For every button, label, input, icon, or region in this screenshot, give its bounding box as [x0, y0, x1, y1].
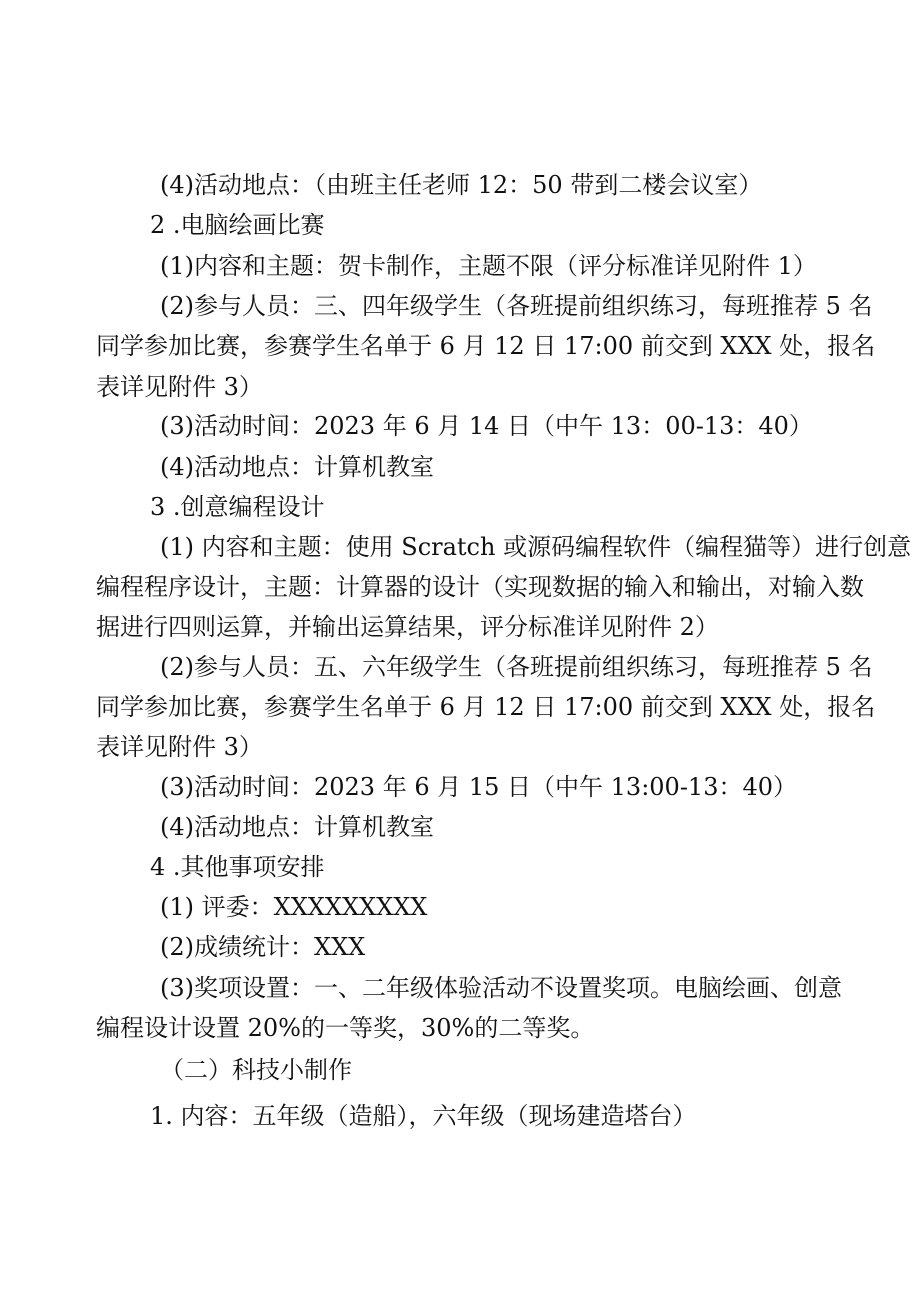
text-line: 据进行四则运算，并输出运算结果，评分标准详见附件 2）: [96, 613, 719, 641]
text-line: (1) 评委：XXXXXXXXX: [160, 893, 428, 921]
text-line: 编程程序设计，主题：计算器的设计（实现数据的输入和输出，对输入数: [96, 573, 864, 601]
text-line: (1)内容和主题：贺卡制作，主题不限（评分标准详见附件 1）: [160, 252, 817, 280]
text-line: 编程设计设置 20%的一等奖，30%的二等奖。: [96, 1014, 595, 1042]
text-line: (3)奖项设置：一、二年级体验活动不设置奖项。电脑绘画、创意: [160, 974, 842, 1002]
section-heading: 2 .电脑绘画比赛: [150, 211, 325, 239]
text-line: (3)活动时间：2023 年 6 月 15 日（中午 13:00-13：40）: [160, 773, 798, 801]
text-line: (1) 内容和主题：使用 Scratch 或源码编程软件（编程猫等）进行创意: [160, 533, 912, 561]
text-line: 表详见附件 3）: [96, 733, 263, 761]
text-line: (2)参与人员：五、六年级学生（各班提前组织练习，每班推荐 5 名: [160, 653, 873, 681]
section-heading: （二）科技小制作: [160, 1056, 352, 1084]
section-heading: 4 .其他事项安排: [150, 853, 325, 881]
text-line: (3)活动时间：2023 年 6 月 14 日（中午 13：00-13：40）: [160, 412, 813, 440]
text-line: 1. 内容：五年级（造船），六年级（现场建造塔台）: [150, 1102, 697, 1130]
text-line: (2)参与人员：三、四年级学生（各班提前组织练习，每班推荐 5 名: [160, 292, 873, 320]
text-line: (4)活动地点：计算机教室: [160, 453, 434, 481]
text-line: (2)成绩统计：XXX: [160, 933, 366, 961]
text-line: (4)活动地点：（由班主任老师 12：50 带到二楼会议室）: [160, 171, 763, 199]
text-line: 表详见附件 3）: [96, 373, 263, 401]
section-heading: 3 .创意编程设计: [150, 493, 325, 521]
text-line: 同学参加比赛，参赛学生名单于 6 月 12 日 17:00 前交到 XXX 处，报名: [96, 693, 876, 721]
text-line: (4)活动地点：计算机教室: [160, 813, 434, 841]
text-line: 同学参加比赛，参赛学生名单于 6 月 12 日 17:00 前交到 XXX 处，报名: [96, 332, 876, 360]
